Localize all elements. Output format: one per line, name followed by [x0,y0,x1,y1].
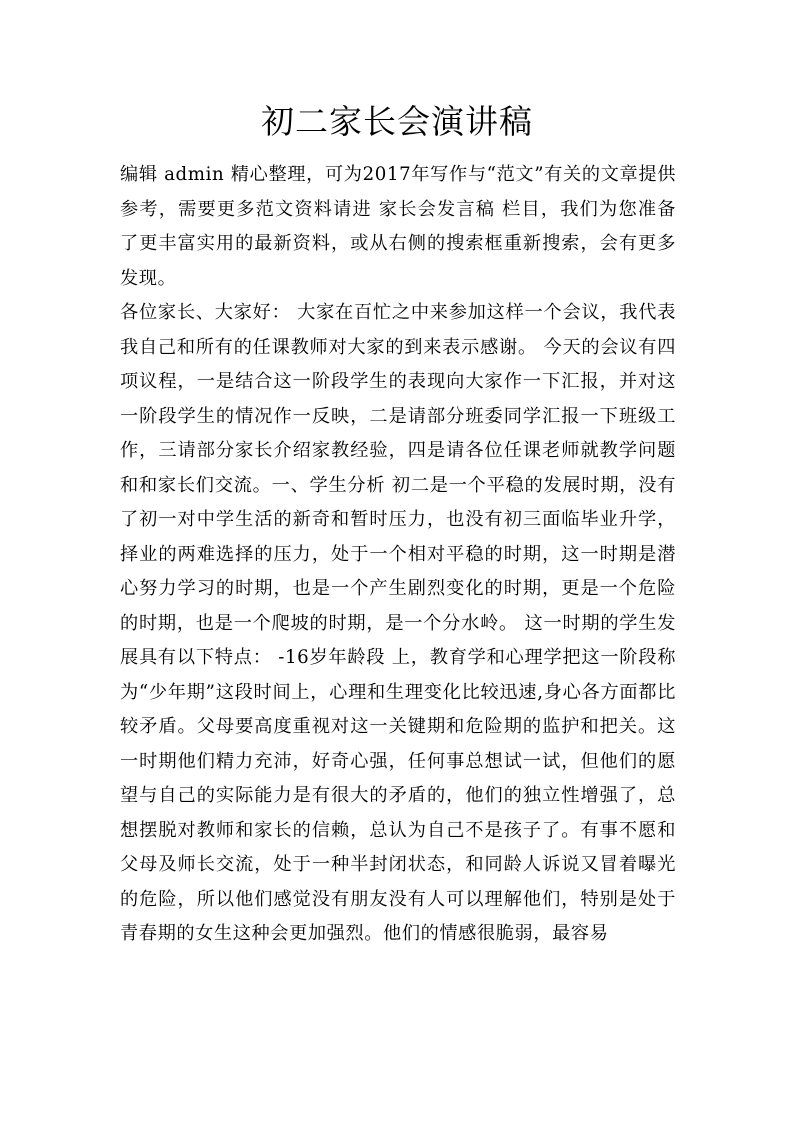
document-body [120,158,676,952]
document-title: 初二家长会演讲稿 [261,102,533,141]
intro-paragraph: 编辑 admin 精心整理，可为2017年写作与“范文”有关的文章提供参考，需要更多范文资料请进 家长会发言稿 栏目，我们为您准备了更丰富实用的最新资料，或从右侧的搜索框重新搜索，会有更多发现。 [120,164,676,289]
speech-paragraph: 各位家长、大家好： 大家在百忙之中来参加这样一个会议，我代表我自己和所有的任课教师对大家的到来表示感谢。 今天的会议有四项议程，一是结合这一阶段学生的表现向大家作一下汇报，并对这一阶段学生的情况作一反映，二是请部分班委同学汇报一下班级工作，三请部分家长介绍家教经验，四是请各位任课老师就教学问题和和家长们交流。一、学生分析 初二是一个平稳的发展时期，没有了初一对中学生活的新奇和暂时压力，也没有初三面临毕业升学，择业的两难选择的压力，处于一个相对平稳的时期，这一时期是潜心努力学习的时期，也是一个产生剧烈变化的时期，更是一个危险的时期，也是一个爬坡的时期，是一个分水岭。 这一时期的学生发展具有以下特点： -16岁年龄段 上，教育学和心理学把这一阶段称为“少年期”这段时间上，心理和生理变化比较迅速,身心各方面都比较矛盾。父母要高度重视对这一关键期和危险期的监护和把关。这一时期他们精力充沛，好奇心强，任何事总想试一试，但他们的愿望与自己的实际能力是有很大的矛盾的，他们的独立性增强了，总想摆脱对教师和家长的信赖，总认为自己不是孩子了。有事不愿和父母及师长交流，处于一种半封闭状态，和同龄人诉说又冒着曝光的危险，所以他们感觉没有朋友没有人可以理解他们，特别是处于青春期的女生这种会更加强烈。他们的情感很脆弱，最容易 [120,302,676,944]
